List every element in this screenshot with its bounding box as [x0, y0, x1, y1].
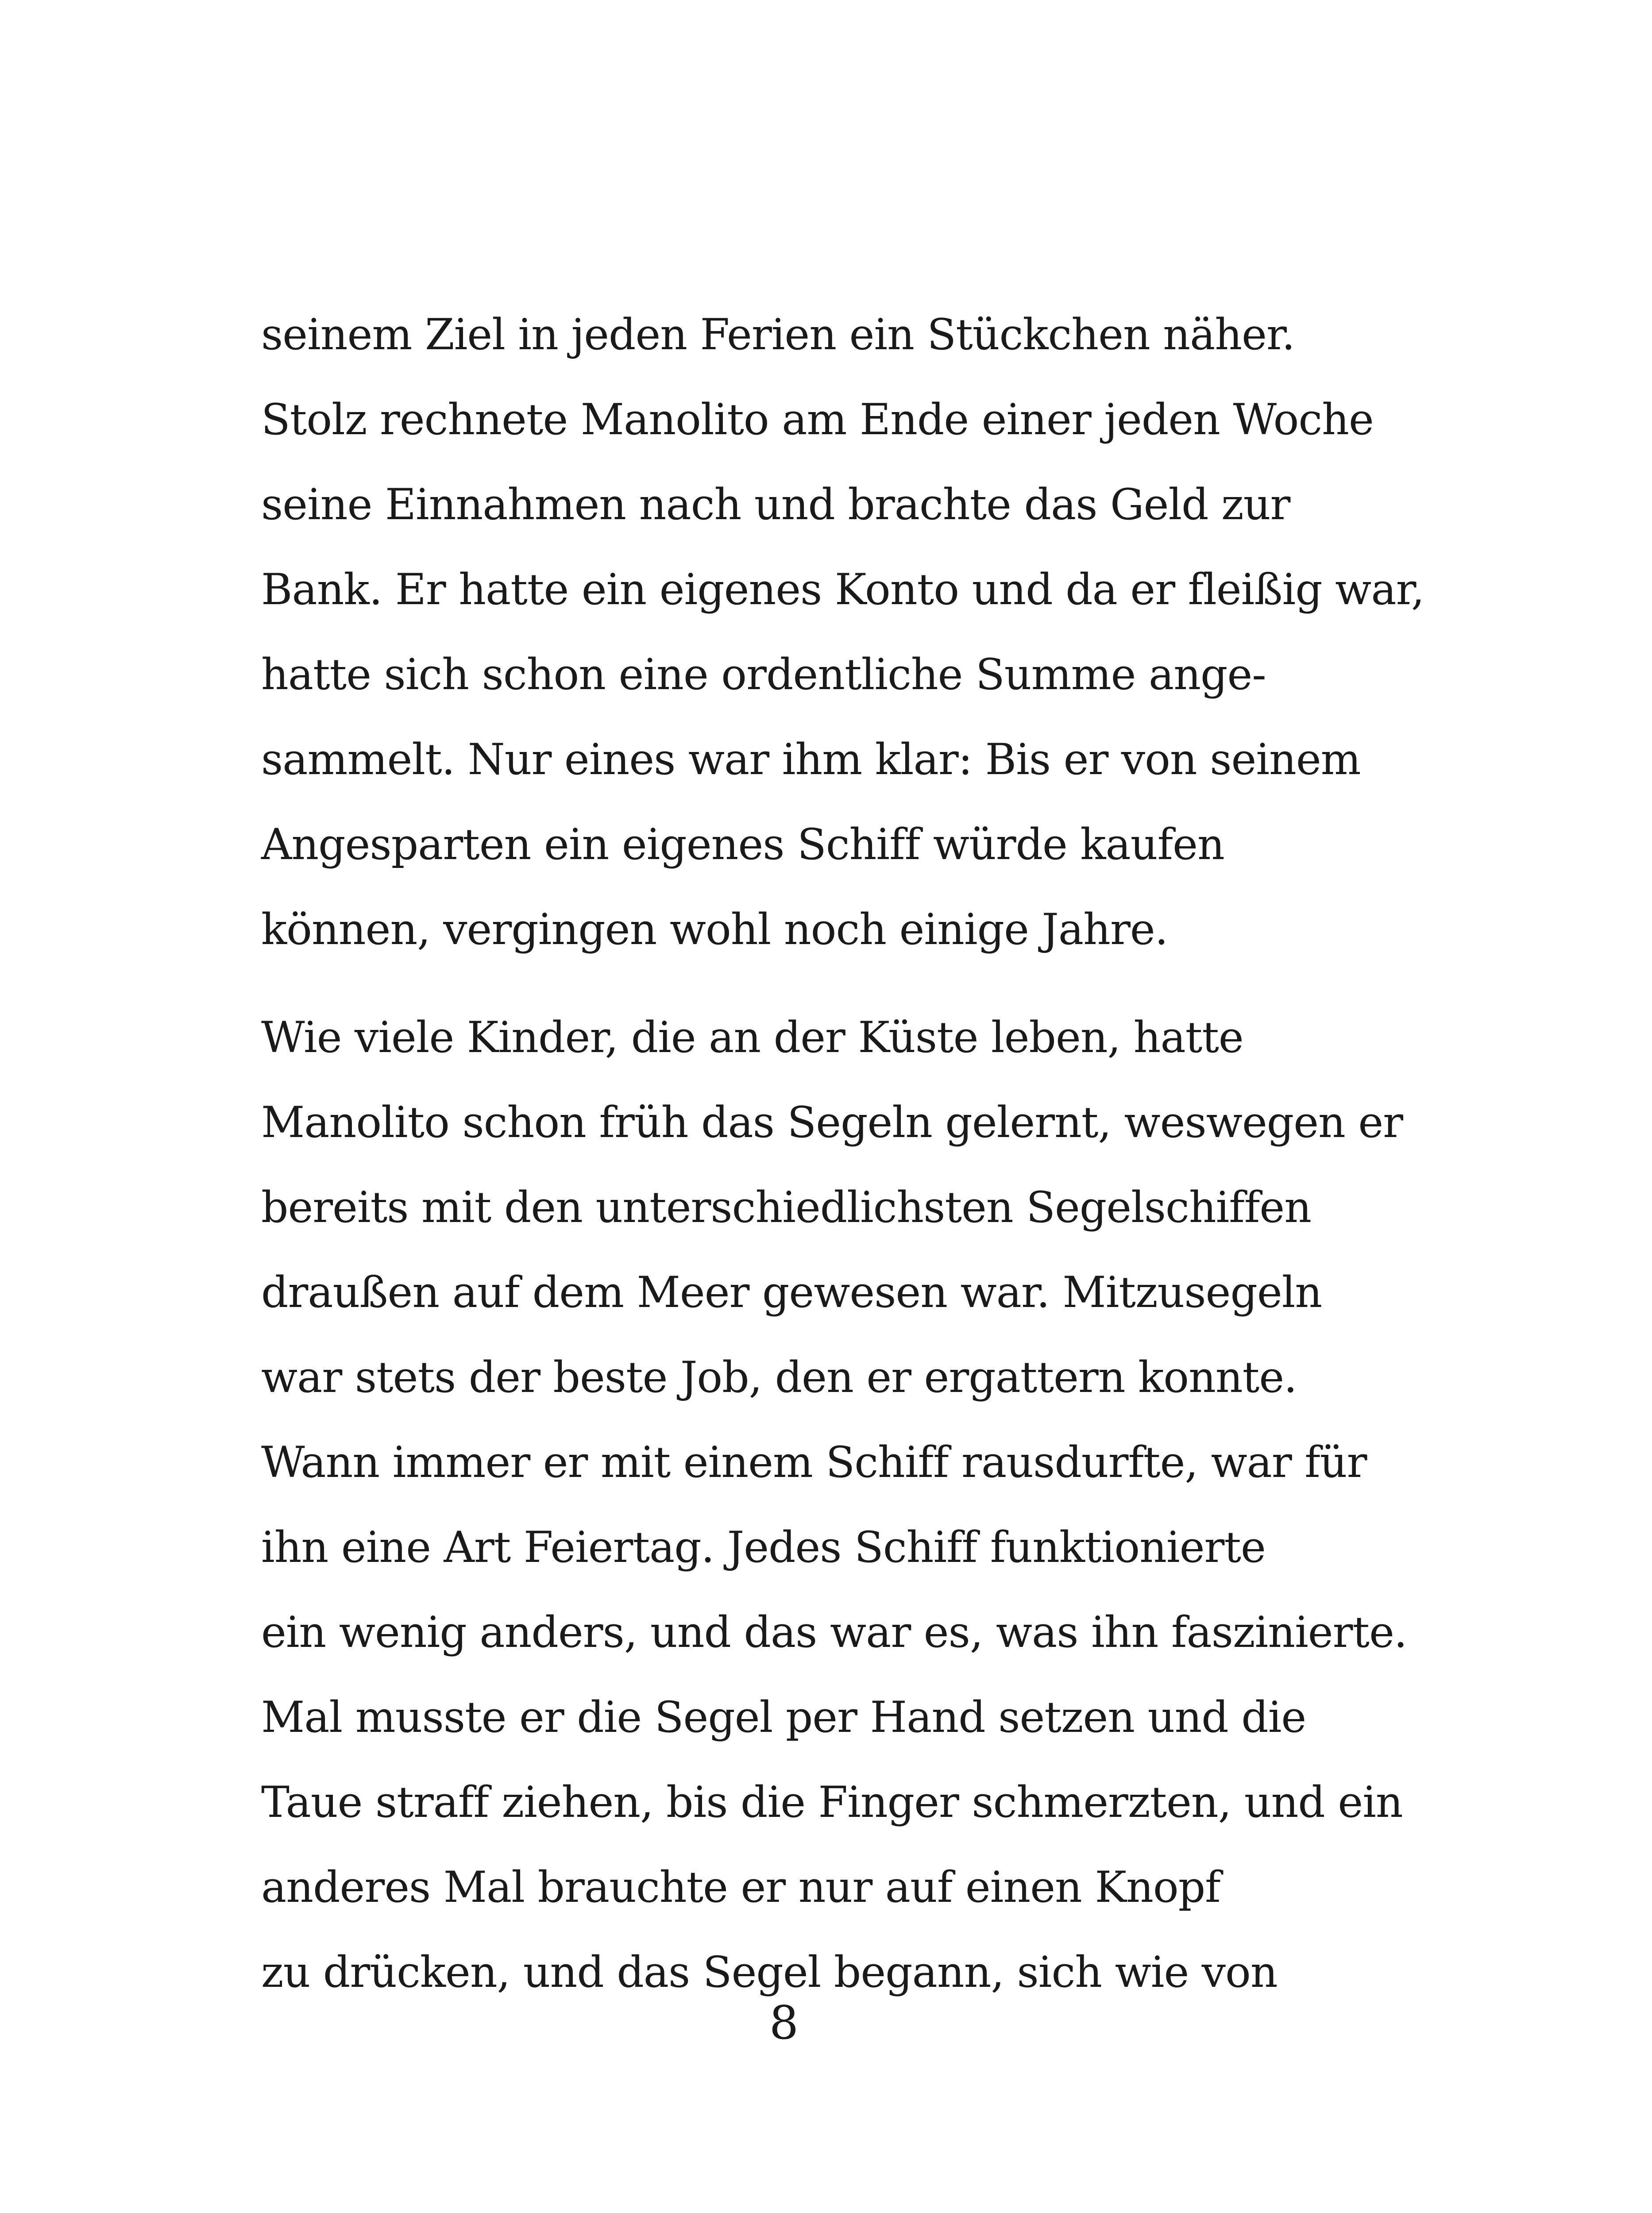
text-line: Taue straff ziehen, bis die Finger schmerzten, und ein: [261, 1777, 1403, 1827]
text-line: bereits mit den unterschiedlichsten Segelschiffen: [261, 1183, 1312, 1232]
text-line: Bank. Er hatte ein eigenes Konto und da er fleißig war,: [261, 565, 1424, 614]
text-line: Angesparten ein eigenes Schiff würde kaufen: [261, 820, 1224, 869]
text-line: sammelt. Nur eines war ihm klar: Bis er von seinem: [261, 735, 1361, 784]
text-line: können, vergingen wohl noch einige Jahre.: [261, 905, 1168, 954]
text-line: war stets der beste Job, den er ergattern konnte.: [261, 1353, 1297, 1402]
text-line: Wann immer er mit einem Schiff rausdurfte, war für: [261, 1438, 1367, 1487]
text-line: anderes Mal brauchte er nur auf einen Knopf: [261, 1862, 1220, 1912]
paragraph-2: [261, 995, 1407, 2015]
text-line: ihn eine Art Feiertag. Jedes Schiff funktionierte: [261, 1523, 1266, 1572]
text-line: draußen auf dem Meer gewesen war. Mitzusegeln: [261, 1268, 1322, 1317]
text-line: ein wenig anders, und das war es, was ihn faszinierte.: [261, 1608, 1407, 1657]
text-line: Wie viele Kinder, die an der Küste leben, hatte: [261, 1013, 1243, 1062]
text-line: seinem Ziel in jeden Ferien ein Stückchen näher.: [261, 310, 1295, 359]
text-line: Mal musste er die Segel per Hand setzen und die: [261, 1693, 1306, 1742]
paragraph-1: [261, 292, 1424, 972]
page-number-label: 8: [769, 1996, 799, 2050]
text-line: hatte sich schon eine ordentliche Summe ange-: [261, 650, 1266, 699]
text-line: zu drücken, und das Segel begann, sich wie von: [261, 1947, 1278, 1997]
text-line: Stolz rechnete Manolito am Ende einer jeden Woche: [261, 395, 1374, 444]
text-line: seine Einnahmen nach und brachte das Geld zur: [261, 480, 1290, 529]
text-line: Manolito schon früh das Segeln gelernt, weswegen er: [261, 1098, 1403, 1147]
page-number: [0, 1980, 1652, 2065]
